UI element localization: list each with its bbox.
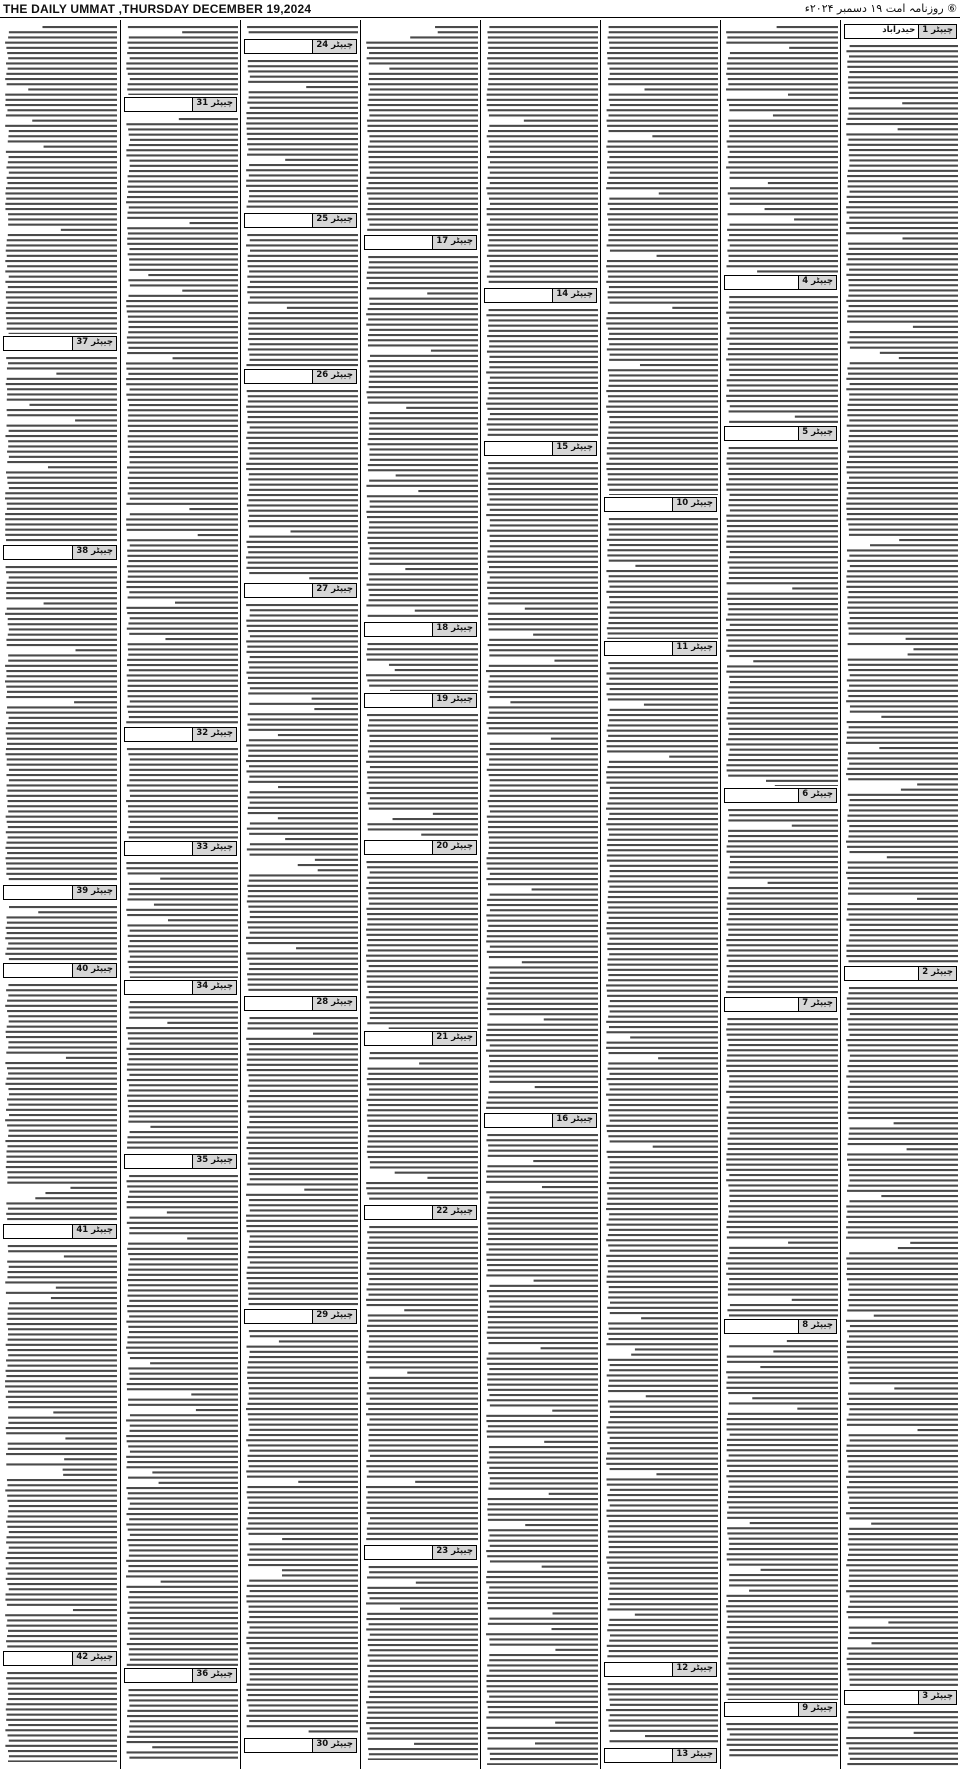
section-number: چیپٹر 6: [798, 789, 836, 802]
section-block: [364, 1545, 477, 1760]
section-number: چیپٹر 42: [72, 1652, 116, 1665]
article-text: [604, 22, 717, 495]
section-block: [3, 885, 117, 961]
section-header: [364, 693, 477, 708]
section-block: [364, 622, 477, 691]
section-header: [724, 1319, 837, 1334]
article-text: [244, 1326, 357, 1736]
section-block: [844, 966, 957, 1688]
article-text: [244, 22, 357, 37]
section-header: [3, 963, 117, 978]
article-text: [3, 22, 117, 334]
section-number: چیپٹر 29: [312, 1310, 356, 1323]
section-header: [244, 369, 357, 384]
article-text: [724, 1014, 837, 1317]
article-text: [3, 902, 117, 961]
article-text: [3, 1668, 117, 1762]
section-block: [124, 97, 237, 725]
section-number: چیپٹر 3: [918, 1691, 956, 1704]
section-number: چیپٹر 25: [312, 214, 356, 227]
column-1: [840, 20, 960, 1769]
section-block: [724, 1319, 837, 1700]
section-header: [844, 1690, 957, 1705]
section-number: چیپٹر 18: [432, 623, 476, 636]
section-block: [3, 1224, 117, 1649]
section-block: [244, 583, 357, 994]
section-number: چیپٹر 9: [798, 1703, 836, 1716]
section-number: چیپٹر 7: [798, 998, 836, 1011]
section-number: چیپٹر 33: [192, 842, 236, 855]
section-number: چیپٹر 14: [552, 289, 596, 302]
section-header: [364, 1031, 477, 1046]
article-text: [724, 292, 837, 424]
section-number: چیپٹر 28: [312, 997, 356, 1010]
section-header: [604, 641, 717, 656]
article-text: [124, 22, 237, 95]
section-header: [244, 583, 357, 598]
section-block: [124, 727, 237, 839]
section-number: چیپٹر 8: [798, 1320, 836, 1333]
section-number: چیپٹر 20: [432, 841, 476, 854]
section-block: [244, 39, 357, 211]
section-number: چیپٹر 37: [72, 337, 116, 350]
section-header: [724, 275, 837, 290]
section-number: چیپٹر 17: [432, 236, 476, 249]
section-header: [484, 1113, 597, 1128]
section-block: [604, 1748, 717, 1765]
section-number: چیپٹر 34: [192, 981, 236, 994]
section-block: [244, 1738, 357, 1759]
article-text: [604, 514, 717, 639]
section-block: [244, 369, 357, 581]
section-block: [364, 840, 477, 1029]
section-block: [364, 1031, 477, 1203]
section-block: [3, 963, 117, 1222]
section-number: چیپٹر 36: [192, 1669, 236, 1682]
section-header: [724, 426, 837, 441]
section-block: [244, 1309, 357, 1736]
section-number: چیپٹر 35: [192, 1155, 236, 1168]
section-header: [3, 336, 117, 351]
section-block: [724, 788, 837, 995]
section-header: [3, 1224, 117, 1239]
section-header: [3, 885, 117, 900]
article-text: [364, 1562, 477, 1760]
column-6: [240, 20, 360, 1769]
article-text: [244, 1013, 357, 1307]
section-number: چیپٹر 40: [72, 964, 116, 977]
section-header: [724, 788, 837, 803]
section-block: [3, 1651, 117, 1762]
section-block: [484, 1113, 597, 1765]
article-text: [844, 983, 957, 1688]
column-7: [120, 20, 240, 1769]
section-number: چیپٹر 41: [72, 1225, 116, 1238]
article-text: [3, 353, 117, 543]
article-text: [364, 710, 477, 838]
section-number: چیپٹر 1: [918, 25, 956, 38]
column-4: [480, 20, 600, 1769]
section-block: [844, 1690, 957, 1766]
article-text: [484, 22, 597, 286]
section-block: [124, 980, 237, 1152]
section-block: [124, 841, 237, 978]
section-header: [844, 24, 957, 39]
section-block: [244, 996, 357, 1307]
section-number: چیپٹر 4: [798, 276, 836, 289]
column-5: [360, 20, 480, 1769]
article-text: [244, 600, 357, 994]
section-block: [124, 1154, 237, 1666]
article-text: [244, 230, 357, 367]
article-text: [364, 1222, 477, 1543]
section-number: چیپٹر 23: [432, 1546, 476, 1559]
article-text: [364, 22, 477, 233]
section-header: [724, 1702, 837, 1717]
section-number: چیپٹر 30: [312, 1739, 356, 1752]
article-text: [364, 1048, 477, 1203]
article-text: [124, 1685, 237, 1761]
section-block: [724, 275, 837, 424]
article-text: [244, 386, 357, 581]
section-number: چیپٹر 16: [552, 1114, 596, 1127]
section-header: [244, 996, 357, 1011]
section-number: چیپٹر 11: [672, 642, 716, 655]
section-block: [604, 641, 717, 1660]
article-text: [484, 458, 597, 1111]
section-header: [3, 545, 117, 560]
section-header: [124, 1154, 237, 1169]
section-header: [244, 1738, 357, 1753]
section-block: [484, 441, 597, 1111]
column-2: [720, 20, 840, 1769]
section-header: [124, 727, 237, 742]
section-block: [3, 545, 117, 883]
section-header: [364, 1545, 477, 1560]
section-header: [844, 966, 957, 981]
section-header: [124, 841, 237, 856]
article-text: [724, 805, 837, 995]
section-block: [484, 288, 597, 439]
section-number: چیپٹر 24: [312, 40, 356, 53]
section-number: چیپٹر 21: [432, 1032, 476, 1045]
article-text: [3, 1241, 117, 1649]
article-text: [724, 443, 837, 786]
article-text: [124, 744, 237, 839]
column-8: [0, 20, 120, 1769]
section-block: [124, 1668, 237, 1761]
article-text: [244, 1755, 357, 1759]
section-header: [604, 497, 717, 512]
section-block: [364, 235, 477, 620]
article-text: [364, 252, 477, 620]
article-text: [364, 857, 477, 1029]
section-number: چیپٹر 38: [72, 546, 116, 559]
section-number: چیپٹر 19: [432, 694, 476, 707]
article-text: [484, 305, 597, 439]
article-text: [3, 562, 117, 883]
section-block: [604, 1662, 717, 1746]
section-header: [244, 213, 357, 228]
section-number: چیپٹر 12: [672, 1663, 716, 1676]
section-header: [124, 1668, 237, 1683]
section-block: [604, 497, 717, 639]
section-number: چیپٹر 5: [798, 427, 836, 440]
section-header: [364, 840, 477, 855]
section-block: [3, 336, 117, 543]
article-text: [364, 639, 477, 691]
article-text: [484, 1130, 597, 1765]
section-number: چیپٹر 39: [72, 886, 116, 899]
article-text: [844, 41, 957, 964]
masthead-urdu: ⑥ روزنامہ امت ۱۹ دسمبر ۲۰۲۴ء: [804, 2, 957, 15]
section-number: چیپٹر 15: [552, 442, 596, 455]
article-text: [844, 1707, 957, 1766]
section-header: [244, 39, 357, 54]
article-text: [124, 858, 237, 978]
section-header: [484, 441, 597, 456]
article-text: [124, 997, 237, 1152]
section-header: [124, 980, 237, 995]
article-text: [724, 1719, 837, 1760]
masthead-english: THE DAILY UMMAT ,THURSDAY DECEMBER 19,2024: [3, 1, 312, 16]
section-block: [724, 1702, 837, 1760]
section-header: [364, 622, 477, 637]
section-number: چیپٹر 10: [672, 498, 716, 511]
section-block: [724, 997, 837, 1317]
section-header: [604, 1662, 717, 1677]
article-text: [124, 114, 237, 725]
section-header: [124, 97, 237, 112]
article-text: [3, 980, 117, 1222]
column-3: [600, 20, 720, 1769]
section-number: چیپٹر 32: [192, 728, 236, 741]
section-title: حیدرآباد: [882, 25, 916, 35]
section-header: [604, 1748, 717, 1763]
article-text: [604, 658, 717, 1660]
section-header: [3, 1651, 117, 1666]
section-block: [364, 693, 477, 838]
article-text: [124, 1171, 237, 1666]
article-text: [604, 1679, 717, 1746]
section-header: [244, 1309, 357, 1324]
section-header: [724, 997, 837, 1012]
article-text: [724, 22, 837, 273]
article-text: [724, 1336, 837, 1700]
section-number: چیپٹر 2: [918, 967, 956, 980]
masthead: [0, 0, 960, 18]
section-block: [364, 1205, 477, 1543]
section-block: [244, 213, 357, 367]
section-header: [364, 1205, 477, 1220]
section-number: چیپٹر 13: [672, 1749, 716, 1762]
section-number: چیپٹر 31: [192, 98, 236, 111]
section-header: [484, 288, 597, 303]
section-block: [724, 426, 837, 786]
article-text: [244, 56, 357, 211]
section-number: چیپٹر 22: [432, 1206, 476, 1219]
section-header: [364, 235, 477, 250]
section-block: [844, 24, 957, 964]
section-number: چیپٹر 27: [312, 584, 356, 597]
section-number: چیپٹر 26: [312, 370, 356, 383]
columns-container: [0, 20, 960, 1769]
